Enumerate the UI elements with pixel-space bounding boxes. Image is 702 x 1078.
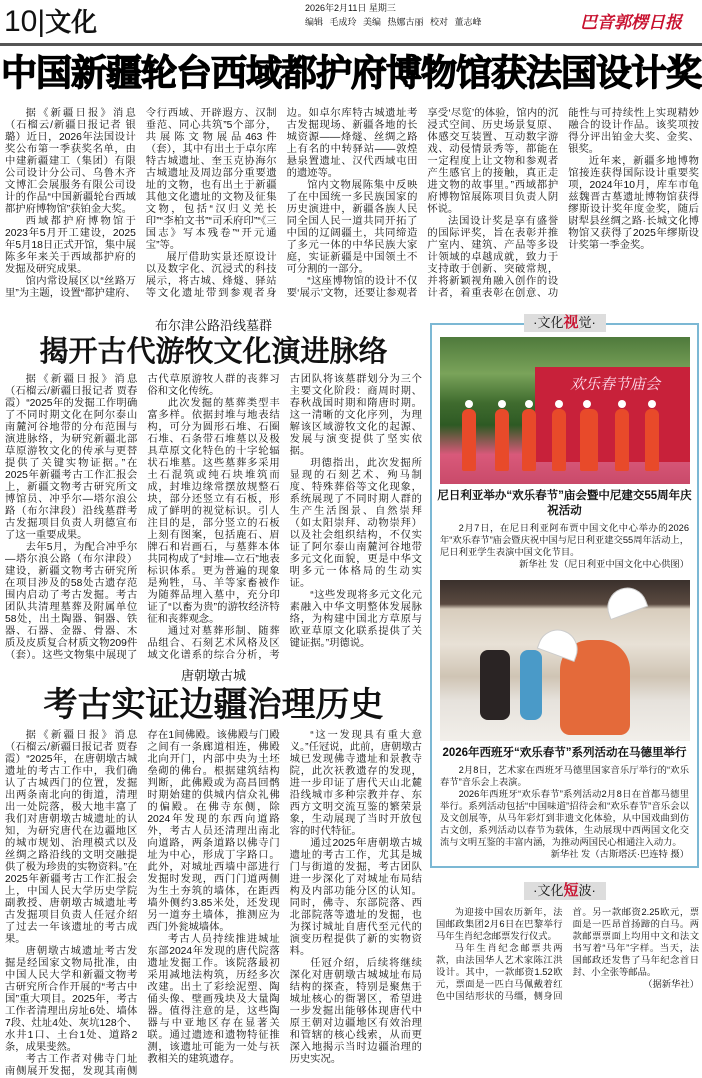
culture-visual-panel [430,323,699,868]
page-number: 10 [4,5,38,38]
right-column [428,308,702,1078]
photo2-title: 2026年西班牙“欢乐春节”系列活动在马德里举行 [442,747,687,759]
lead-headline: 中国新疆轮台西域都护府博物馆获法国设计奖 [0,52,701,93]
paragraph: 唐朝墩古城遗址考古发掘是经国家文物局批准，由中国人民大学和新疆文物考古研究所合作开展的“考古中国”重大项目。2025年，考古工作者清理出房址6处、墙体7段、灶址4处、灰坑128个、水井1口、土台1处、道路2条，成果斐然。 [5,946,138,1053]
paragraph: “这座博物馆的设计不仅要‘展示’文物，还要让参观者享受‘尽览’的体验，馆内的沉浸式空间、历史场景复原、体感交互装置、互动数字游戏、动侵情景秀等，都能在一定程度上让文物和参观者产生感官上的接触，真正走进文物的故事里。”西域都护府博物馆展陈项目负责人阴怀说。 [286,108,559,299]
paragraph: “这一发现具有重大意义。”任冠说，此前，唐朝墩古城已发现佛寺遗址和景教寺院，此次祆教遗存的发现，进一步印证了唐代天山北麓沿线城市多种宗教并存、东西方文明交流互鉴的繁荣景象，生动展现了当时开放包容的时代特征。 [289,730,422,837]
article1-subtitle: 布尔津公路沿线墓群 [154,318,272,333]
issue-date: 2026年2月11日 星期三 [305,3,396,13]
paragraph: 据《新疆日报》消息（石榴云/新疆日报记者 贾春霞）“2025年，在唐朝墩古城遗址的考古工作中，我们确认了古城西门的位置，发掘出两条南北向的街道，清理出一处院落，极大地丰富了我们对唐朝墩古城遗址的认知，为研究唐代在边疆地区的城市规划、治理模式以及丝绸之路沿线的文明交融提供了极为珍贵的实物资料。”在2025年新疆考古工作汇报会上，中国人民大学历史学院副教授、唐朝墩古城遗址考古发掘项目负责人任冠介绍了过去一年该遗址的考古成果。 [5,730,138,945]
paragraph: 馆内文物展陈集中反映了在中国统一多民族国家的历史演进中，新疆各族人民同全国人民一道共同开拓了中国的辽阔疆土，共同缔造了多元一体的中华民族大家庭，实证新疆是中国领土不可分割的一部分。 [286,180,418,275]
culture-visual-label [524,314,606,332]
paragraph: 近年来，新疆多地博物馆接连获得国际设计重要奖项，2024年10月，库车市龟兹魏晋古墓遗址博物馆获得缪斯设计奖年度金奖，随后尉犁县丝绸之路·长城文化博物馆又获得了2025年缪斯设计奖第一季金奖。 [568,156,699,251]
paragraph: 考古工作者对佛寺门址南侧展开发掘，发现其南侧存在1间佛殿。该佛殿与门殿之间有一条廊道相连，佛殿北向开门，内部中央为土坯垒砌的佛台。根据建筑结构判断，此佛殿或为高昌回鹘时期始建的供城内信众礼佛的偏殿。在佛寺东侧，除2024年发现的东西向道路外，考古人员还清理出南北向道路，两条道路以佛寺门址为中心，形成丁字路口。此外，对城址西墙中部进行发掘时发现，西门门道两侧为生土夯筑的墙体，在距西墙外侧约3.85米处，还发现另一道夯土墙体，推测应为西门外瓮城墙体。 [5,730,280,1077]
paragraph: 任冠介绍，后续将继续深化对唐朝墩古城城址布局结构的探查，特别是聚焦于城址核心的衙署区，希望进一步发掘出能够体现唐代中原王朝对边疆地区有效治理和管辖的核心线索，从而更深入地揭示当时边疆治理的历史实况。 [289,958,422,1065]
dancer [580,409,598,471]
backdrop-lettering: 欢乐春节庙会 [570,376,661,393]
culture-shortwave-label [524,882,606,900]
photo-credit: 新华社 发（古斯塔沃·巴连特 摄） [550,849,689,859]
article2-body [5,730,422,1078]
paragraph: 展厅借助实景还原设计以及数字化、沉浸式的科技展示，将古城、烽燧、驿站等文化遗址带到参观者身边。如卓尔库特古城遗址考古发掘现场、新疆各地的长城资源——烽燧、丝绸之路上有名的中转驿站——敦煌悬泉置遗址、汉代西域屯田的遗迹等。 [145,108,418,299]
madrid-concert-photo [440,580,690,741]
label-highlight: 短 [563,882,579,899]
photo1-title: 尼日利亚举办“欢乐春节”庙会暨中尼建交55周年庆祝活动 [437,490,692,517]
label-text: ·文化 [533,883,564,898]
paragraph: 据《新疆日报》消息（石榴云/新疆日报记者 银璐）近日，2026年法国设计奖公布第一季获奖名单，由中建新疆建工（集团）有限公司设计分公司、乌鲁木齐文博汇会展服务有限公司设计的作品“中国新疆轮台西域都护府博物馆”获铂金大奖。 [5,108,136,215]
paragraph: 馆内常设展区以“丝路万里”为主题，设置“都护建府、令行西域、开辟遐方、汉制垂范、同心共筑”5个部分，共展陈文物展品463件（套），其中有出土于卓尔库特古城遗址、奎玉克协海尔古城遗址及周边部分重要遗址的文物，也有出土于新疆其他文化遗址的文物及征集文物，包括“汉归义羌长印”“李柏文书”“司禾府印”“《三国志》写本残卷”“开元通宝”等。 [5,108,277,299]
shortwave-body [436,906,699,1002]
paragraph: 玥德指出，此次发掘所显现的石刻艺术、殉马制度、特殊葬俗等文化现象，系统展现了不同时期人群的生产生活图景、自然崇拜（如太阳崇拜、动物崇拜）以及社会组织结构，不仅实证了阿尔泰山南麓河谷地带多元文化面貌，更是中华文明多元一体格局的生动实证。 [289,458,422,589]
newspaper-logo: 巴音郭楞日报 [580,13,682,33]
dancer [462,409,476,471]
paragraph: 为迎接中国农历新年，法国邮政集团2月6日在巴黎举行马年生肖纪念邮票发行仪式。 [436,907,563,941]
paragraph: 此次发掘的墓葬类型丰富多样。依据封堆与地表结构，可分为圆形石堆、石圈石堆、石条带石堆墓以及极具草原文化特色的十字轮辐状石堆墓。这些墓葬多采用土石混筑或纯石块堆筑而成，封堆边缘常摆放规整石块，部分还竖立有石板，形成了鲜明的视觉标识。引人注目的是，部分竖立的石板上刻有图案，包括鹿石、眉牌石和岩画石，与墓葬本体共同构成了“封堆—立石”地表标识体系。更为普遍的现象是殉牲，马、羊等家畜被作为随葬品埋入墓中，充分印证了“以畜为贵”的游牧经济特征和丧葬观念。 [147,398,280,625]
header-rule [0,43,702,46]
article1-body [5,374,422,662]
caption-text: 2月8日，艺术家在西班牙马德里国家音乐厅举行的“欢乐春节”音乐会上表演。 [440,765,689,787]
dancer [615,409,629,471]
nigeria-temple-fair-photo [440,337,690,484]
article2-subtitle: 唐朝墩古城 [180,668,246,683]
musician [480,650,510,720]
fan [537,624,583,662]
left-articles [0,308,428,1078]
photo-credit: 新华社 发（尼日利亚中国文化中心供图） [519,559,689,569]
lead-article-body [5,108,699,300]
label-text: 波· [578,883,596,898]
dancer [552,409,566,471]
lower-section [0,308,702,1078]
paragraph: 法国设计奖是享有盛誉的国际评奖，旨在表彰并推广室内、建筑、产品等多设计领域的卓越成就，致力于支持敢于创新、突破常规，并将新颖视角融入创作的设计者，着重表彰在创意、功能性与可持续性上实现精妙融合的设计作品。该奖项按得分评出铂金大奖、金奖、银奖。 [427,108,699,299]
label-highlight: 视 [563,314,579,331]
paragraph: 去年5月，为配合冲乎尔—塔尔浪公路（布尔津段）建设，新疆文物考古研究所在项目涉及的58处古遗存范围内启动了考古发掘。考古团队共清理墓葬及附属单位58处，出土陶器、铜器、铁器、石器、金器、骨器、木质及皮质复合材质文物209件（套）。这些文物集中展现了古代草原游牧人群的丧葬习俗和文化传统。 [5,374,280,661]
photo1-caption [440,522,689,570]
dancer-blue [520,650,542,720]
page-section-marker: 10|文化 [4,5,98,38]
article1-title: 揭开古代游牧文化演进脉络 [39,336,388,368]
photo2-caption [440,764,689,860]
paragraph: 通过2025年唐朝墩古城遗址的考古工作，尤其是城门与街道的发掘，考古团队进一步深化了对城址布局结构及内部功能分区的认知。同时，佛寺、东部院落、西北部院落等遗址的发掘，也为探讨城址自唐代至元代的演变历程提供了新的实物资料。 [289,838,422,957]
label-text: ·文化 [533,315,564,330]
paragraph: 通过对墓葬形制、随葬品组合、石刻艺术风格及区域文化谱系的综合分析，考古团队将该墓群划分为三个主要文化阶段：商周时期、春秋战国时期和隋唐时期。这一清晰的文化序列，为理解该区域游牧文化的起源、发展与演变提供了坚实依据。 [147,374,422,661]
paragraph: 马年生肖纪念邮票共两款，由法国华人艺术家陈江洪设计。其中，一款邮资1.52欧元，票面是一匹白马佩戴着红色中国结形状的马缰，侧身回首。另一款邮资2.25欧元，票面是一匹昂首扬蹄的白马。两款邮票票面上均用中文和法文书写着“马年”字样。当天，法国邮政还发售了马年纪念首日封、小全张等邮品。 [436,907,699,1001]
dancer [522,409,536,471]
caption-text: 2月7日，在尼日利亚阿布贾中国文化中心举办的2026年“欢乐春节”庙会暨庆祝中国与尼日利亚建交55周年活动上，尼日利亚学生表演中国文化节目。 [440,523,689,557]
dancer [645,409,659,471]
editorial-staff: 编辑 毛成玲 美编 热娜古丽 校对 董志峰 [305,17,482,27]
paragraph: 据《新疆日报》消息（石榴云/新疆日报记者 贾春霞）“2025年的发掘工作明确了不同时期文化在阿尔泰山南麓河谷地带的分布范围与演进脉络，为研究新疆北部草原游牧文化的传承与更替提供了关键实物证据。”在2025年新疆考古工作汇报会上，新疆文物考古研究所文博馆员、冲乎尔—塔尔浪公路（布尔津段）沿线墓群考古发掘项目负责人玥德宣布了这一重要成果。 [5,374,138,541]
fan [602,582,648,620]
label-text: 觉· [578,315,596,330]
paragraph: 西域都护府博物馆于2023年5月开工建设，2025年5月18日正式开馆，集中展陈多年来关于西域都护府的发掘及研究成果。 [5,216,136,275]
caption-text: 2026年西班牙“欢乐春节”系列活动2月8日在首都马德里举行。系列活动包括“中国味道”招待会和“欢乐春节”音乐会以及文创展等，从马年彩灯到非遗文化体验，从中国戏曲到仿古文创，系列活动以春节为载体，生动展现中西两国文化交流与文明互鉴的丰富内涵，为推动两国民心相通注入动力。 [440,789,689,847]
paragraph: “这些发现将多元文化元素融入中华文明整体发展脉络，为构建中国北方草原与欧亚草原文化联系提供了关键证据。”玥德说。 [289,590,422,649]
section-name: 文化 [45,7,98,37]
paragraph: 考古人员持续推进城址东部2024年发现的唐代院落遗址发掘工作。该院落最初采用减地法构筑，历经多次改建。出土了彩绘泥塑、陶俑头像、壁画残块及大量陶器。值得注意的是，这些陶器与中亚地区存在显著关联。通过遗迹和遗物特征推测，该遗址可能为一处与祆教相关的建筑遗存。 [147,934,280,1065]
article2-title: 考古实证边疆治理历史 [43,685,384,725]
dancer [495,409,509,471]
source-credit: （据新华社） [643,979,699,989]
